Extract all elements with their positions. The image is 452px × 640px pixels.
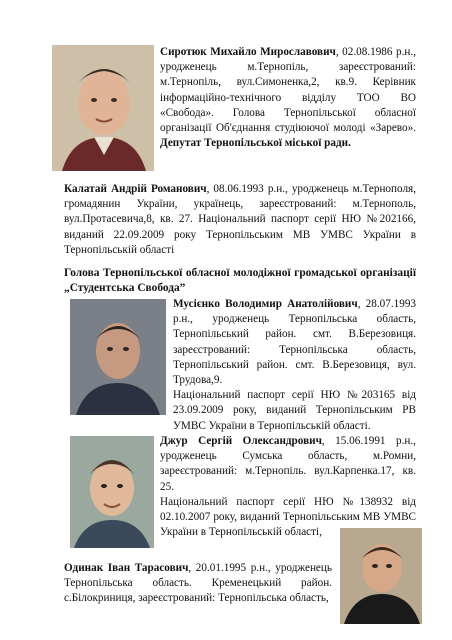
person-3-name: Мусієнко Володимир Анатолійович bbox=[173, 298, 358, 310]
person-4-text bbox=[160, 434, 416, 540]
photo-syrotiuk bbox=[52, 45, 154, 171]
person-3-text bbox=[173, 297, 416, 434]
person-5-text bbox=[64, 561, 332, 607]
photo-musiienko bbox=[70, 299, 166, 415]
person-1-name: Сиротюк Михайло Мирославович bbox=[160, 46, 336, 58]
person-5-details: , 20.01.1995 р.н., уродженець Тернопільська область. Кременецький район. с.Білокриниця, зареєстрований: Тернопільська область, bbox=[64, 562, 332, 605]
person-1-details: , 02.08.1986 р.н., уродженець м.Тернопіль, зареєстрований: м.Тернопіль, вул.Симоненка,2, кв.9. Керівник інформаційно-технічного відділу ТОО ВО «Свобода». Голова Тернопільської обласної організації Об'єднання студіюючої молоді «Зарево». bbox=[160, 46, 416, 135]
person-3-details: , 28.07.1993 р.н., уродженець Тернопільська область, Тернопільський район. смт. В.Березовиця. зареєстрований: Тернопільська область, Тернопільський район. смт. В.Березовиця, вул. Трудова,9. bbox=[173, 298, 417, 387]
section-heading: Голова Тернопільської обласної молодіжної громадської організації „Студентська Свобода” bbox=[64, 267, 416, 295]
person-5-name: Одинак Іван Тарасович bbox=[64, 562, 189, 574]
person-2-details: , 08.06.1993 р.н., уродженець м.Тернополя, громадянин України, українець, зареєстрований: м.Тернополь, вул.Протасевича,8, кв. 27. Національний паспорт серії НЮ №202166, виданий 22.09.2009 року Тернопільським МВ УМВС України в Тернопільській області bbox=[64, 183, 416, 256]
person-2-name: Калатай Андрій Романович bbox=[64, 183, 207, 195]
person-4-passport: Національний паспорт серії НЮ №138932 від 02.10.2007 року, виданий Тернопільським МВ УМВС України в Тернопільській області, bbox=[160, 495, 416, 539]
person-1-extra: Депутат Тернопільської міської ради. bbox=[160, 137, 351, 150]
photo-odynak bbox=[340, 528, 422, 624]
photo-dzhur bbox=[70, 436, 154, 548]
person-4-details: , 15.06.1991 р.н., уродженець Сумська область, м.Ромни, зареєстрований: м.Тернопіль. вул.Карпенка.17, кв. 25. bbox=[160, 435, 416, 493]
person-4-name: Джур Сергій Олександрович bbox=[160, 435, 322, 447]
person-3-passport: Національний паспорт серії НЮ №203165 від 23.09.2009 року, виданий Тернопільським РВ УМВС України в Тернопільській області. bbox=[173, 389, 416, 432]
person-2-text bbox=[64, 182, 416, 258]
person-1-text bbox=[160, 45, 416, 151]
